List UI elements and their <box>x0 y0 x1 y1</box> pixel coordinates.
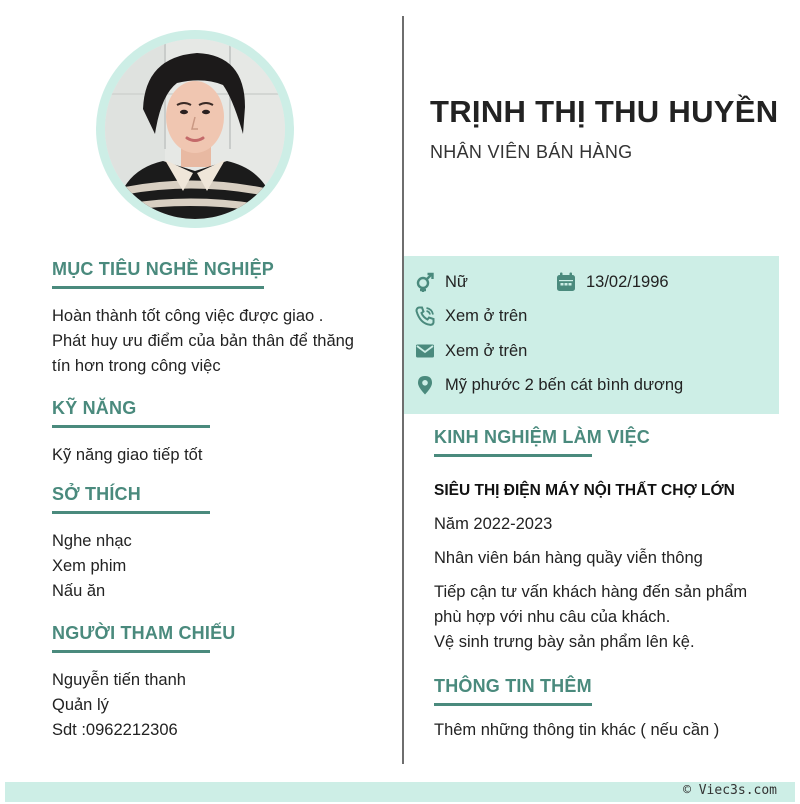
objective-line: Hoàn thành tốt công việc được giao . <box>52 307 324 325</box>
email-row <box>414 340 527 362</box>
footer-bar <box>5 782 795 802</box>
experience-section <box>434 427 764 655</box>
job-description-line: Tiếp cận tư vấn khách hàng đến sản phẩm phù hợp với nhu câu của khách. <box>434 583 748 626</box>
gender-value: Nữ <box>445 272 468 291</box>
candidate-position: NHÂN VIÊN BÁN HÀNG <box>430 142 633 162</box>
avatar <box>105 39 285 219</box>
hobby-item: Nấu ăn <box>52 582 106 600</box>
calendar-icon <box>555 271 577 293</box>
objective-underline <box>52 286 264 289</box>
job-description-line: Vệ sinh trưng bày sản phẩm lên kệ. <box>434 633 695 651</box>
additional-info-underline <box>434 703 592 706</box>
copyright-text: © Viec3s.com <box>683 783 777 798</box>
objective-line: Phát huy ưu điểm của bản thân để thăng tín hơn trong công việc <box>52 332 354 375</box>
hobbies-section <box>52 484 354 604</box>
address-row <box>414 374 683 396</box>
reference-line: Nguyễn tiến thanh <box>52 671 186 689</box>
references-title: NGƯỜI THAM CHIẾU <box>52 623 236 643</box>
gender-icon <box>414 271 436 293</box>
avatar-frame <box>96 30 294 228</box>
experience-underline <box>434 454 592 457</box>
additional-info-section <box>434 676 764 743</box>
candidate-name: TRỊNH THỊ THU HUYỀN <box>430 94 779 129</box>
hobbies-underline <box>52 511 210 514</box>
address-value: Mỹ phước 2 bến cát bình dương <box>445 375 684 394</box>
additional-info-text: Thêm những thông tin khác ( nếu cần ) <box>434 721 720 739</box>
location-icon <box>414 374 436 396</box>
hobby-item: Xem phim <box>52 557 127 575</box>
work-period: Năm 2022-2023 <box>434 515 553 533</box>
phone-row <box>414 305 527 327</box>
reference-line: Sdt :0962212306 <box>52 721 178 739</box>
skills-underline <box>52 425 210 428</box>
email-icon <box>414 340 436 362</box>
contact-info-panel <box>404 256 779 414</box>
skills-title: KỸ NĂNG <box>52 398 137 418</box>
references-underline <box>52 650 210 653</box>
company-name: SIÊU THỊ ĐIỆN MÁY NỘI THẤT CHỢ LỚN <box>434 482 735 499</box>
hobbies-title: SỞ THÍCH <box>52 484 141 504</box>
objective-title: MỤC TIÊU NGHỀ NGHIỆP <box>52 259 275 279</box>
reference-line: Quản lý <box>52 696 109 714</box>
skill-item: Kỹ năng giao tiếp tốt <box>52 446 203 464</box>
additional-info-title: THÔNG TIN THÊM <box>434 676 592 696</box>
hobby-item: Nghe nhạc <box>52 532 132 550</box>
birthdate-row <box>555 271 669 293</box>
birthdate-value: 13/02/1996 <box>586 272 669 291</box>
experience-title: KINH NGHIỆM LÀM VIỆC <box>434 427 651 447</box>
references-section <box>52 623 354 743</box>
phone-icon <box>414 305 436 327</box>
job-role: Nhân viên bán hàng quầy viễn thông <box>434 549 703 567</box>
skills-section <box>52 398 354 468</box>
gender-row <box>414 271 468 293</box>
email-value: Xem ở trên <box>445 341 528 360</box>
objective-section <box>52 259 354 379</box>
phone-value: Xem ở trên <box>445 306 528 325</box>
